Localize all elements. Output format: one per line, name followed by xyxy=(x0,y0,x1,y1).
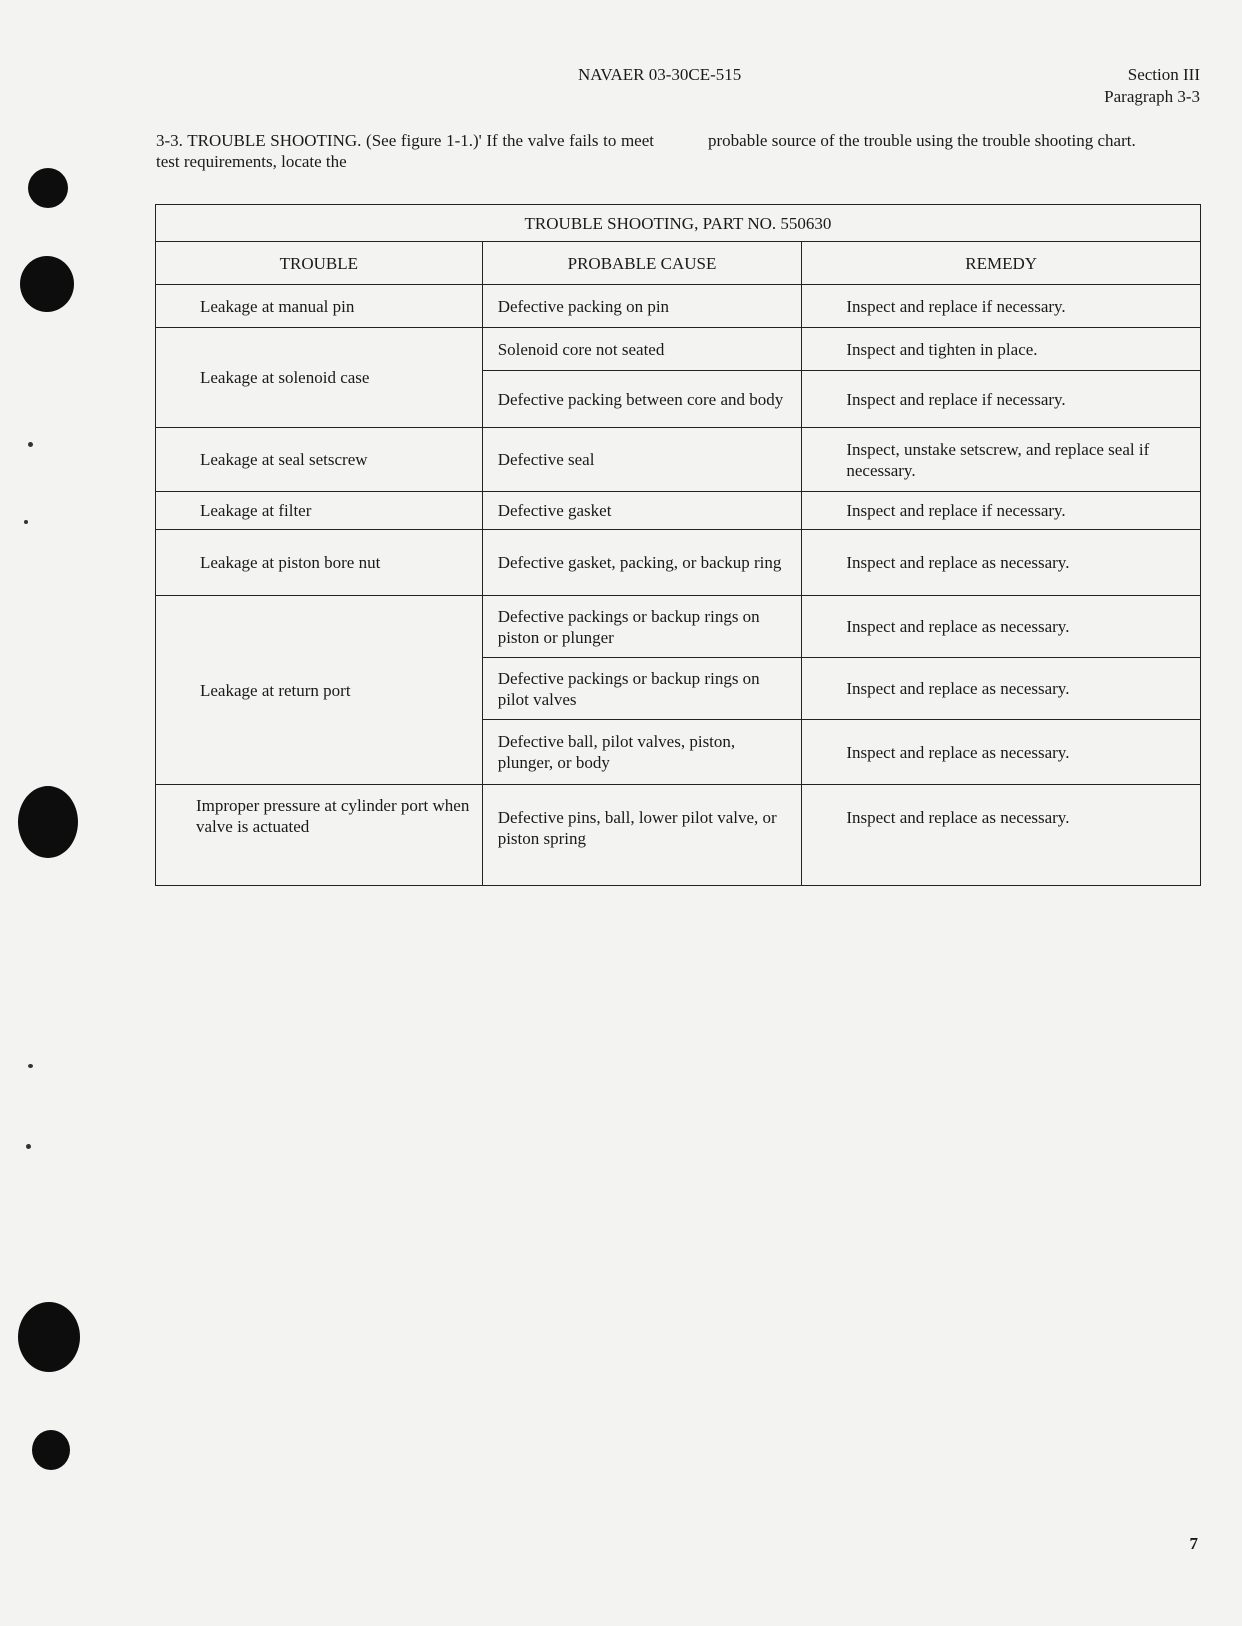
trouble-cell: Leakage at filter xyxy=(156,492,483,530)
table-row xyxy=(156,492,1201,530)
intro-text-right: probable source of the trouble using the trouble shooting chart. xyxy=(708,131,1136,150)
scan-speck xyxy=(26,1144,31,1149)
table-title: TROUBLE SHOOTING, PART NO. 550630 xyxy=(156,205,1201,242)
column-header-remedy: REMEDY xyxy=(802,242,1201,285)
remedy-cell: Inspect and replace as necessary. xyxy=(802,596,1201,658)
binder-hole xyxy=(28,168,68,208)
remedy-cell: Inspect and replace if necessary. xyxy=(802,492,1201,530)
binder-hole xyxy=(18,1302,80,1372)
table-row xyxy=(156,328,1201,371)
cause-cell: Solenoid core not seated xyxy=(482,328,802,371)
section-label: Section III xyxy=(1127,65,1200,84)
binder-hole xyxy=(20,256,74,312)
page-number: 7 xyxy=(1189,1534,1198,1553)
remedy-cell: Inspect and replace as necessary. xyxy=(802,530,1201,596)
binder-hole xyxy=(32,1430,70,1470)
cause-cell: Defective seal xyxy=(482,428,802,492)
cause-cell: Defective packings or backup rings on pilot valves xyxy=(482,658,802,720)
trouble-cell: Leakage at piston bore nut xyxy=(156,530,483,596)
trouble-cell: Improper pressure at cylinder port when valve is actuated xyxy=(156,785,483,886)
table-row xyxy=(156,785,1201,886)
table-row xyxy=(156,530,1201,596)
intro-text-left: 3-3. TROUBLE SHOOTING. (See figure 1-1.)' If the valve fails to meet test requirements, locate the xyxy=(156,131,654,171)
cause-cell: Defective packing between core and body xyxy=(482,371,802,428)
cause-cell: Defective packings or backup rings on piston or plunger xyxy=(482,596,802,658)
scan-speck xyxy=(28,442,33,447)
table-row xyxy=(156,428,1201,492)
document-id: NAVAER 03-30CE-515 xyxy=(578,65,742,84)
trouble-cell: Leakage at return port xyxy=(156,596,483,785)
cause-cell: Defective pins, ball, lower pilot valve, or piston spring xyxy=(482,785,802,886)
cause-cell: Defective gasket, packing, or backup ring xyxy=(482,530,802,596)
column-header-probable-cause: PROBABLE CAUSE xyxy=(482,242,802,285)
remedy-cell: Inspect and replace if necessary. xyxy=(802,371,1201,428)
cause-cell: Defective gasket xyxy=(482,492,802,530)
cause-cell: Defective packing on pin xyxy=(482,285,802,328)
remedy-cell: Inspect, unstake setscrew, and replace seal if necessary. xyxy=(802,428,1201,492)
binder-hole xyxy=(18,786,78,858)
cause-cell: Defective ball, pilot valves, piston, plunger, or body xyxy=(482,720,802,785)
trouble-cell: Leakage at manual pin xyxy=(156,285,483,328)
remedy-cell: Inspect and replace as necessary. xyxy=(802,720,1201,785)
scan-speck xyxy=(24,520,28,524)
trouble-cell: Leakage at seal setscrew xyxy=(156,428,483,492)
trouble-shooting-table xyxy=(155,204,1201,886)
paragraph-label: Paragraph 3-3 xyxy=(1104,87,1200,106)
remedy-cell: Inspect and tighten in place. xyxy=(802,328,1201,371)
table-row xyxy=(156,596,1201,658)
remedy-cell: Inspect and replace if necessary. xyxy=(802,285,1201,328)
remedy-cell: Inspect and replace as necessary. xyxy=(802,658,1201,720)
trouble-cell: Leakage at solenoid case xyxy=(156,328,483,428)
table-row xyxy=(156,285,1201,328)
scan-speck xyxy=(28,1064,33,1068)
remedy-cell: Inspect and replace as necessary. xyxy=(802,785,1201,886)
column-header-trouble: TROUBLE xyxy=(156,242,483,285)
